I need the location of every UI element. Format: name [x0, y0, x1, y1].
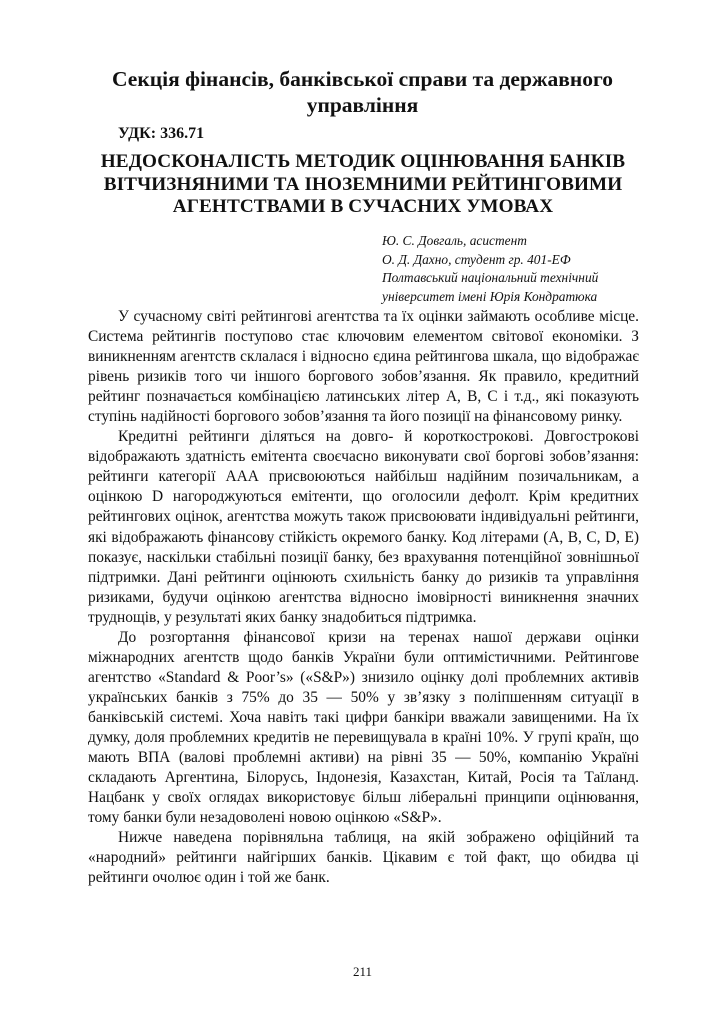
paragraph-3: До розгортання фінансової кризи на теренах нашої держави оцінки міжнародних агентств щодо банків України були оптимістичними. Рейтингове агентство «Standard & Poor’s» («S&P») знизило оцінку долі проблемних активів українських банків з 75% до 35 — 50% у зв’язку з поліпшенням ситуації в банківській системі. Хоча навіть такі цифри банкіри вважали завищеними. На їх думку, доля проблемних кредитів не перевищувала в країні 10%. У групі країн, що мають ВПА (валові проблемні активи) на рівні 35 — 50%, компанію Україні складають Аргентина, Білорусь, Індонезія, Казахстан, Китай, Росія та Таїланд. Нацбанк у своїх оглядах використовує більш ліберальні принципи оцінювання, тому банки були незадоволені новою оцінкою «S&P».	[88, 628, 639, 827]
affiliation-line-1: Полтавський національний технічний	[382, 270, 599, 286]
author-1: Ю. С. Довгаль, асистент	[382, 233, 527, 248]
paragraph-1: У сучасному світі рейтингові агентства та їх оцінки займають особливе місце. Система рейтингів поступово стає ключовим елементом світової економіки. З виникненням агентств склалася і відносно єдина рейтингова шкала, що відображає рівень ризиків того чи іншого боргового зобов’язання. Як правило, кредитний рейтинг позначається комбінацією латинських літер A, B, C і т.д., які показують ступінь надійності боргового зобов’язання та його позиції на фінансовому ринку.	[88, 308, 639, 426]
article-body	[88, 307, 639, 888]
author-block	[382, 232, 642, 306]
article-title: НЕДОСКОНАЛІСТЬ МЕТОДИК ОЦІНЮВАННЯ БАНКІВ ВІТЧИЗНЯНИМИ ТА ІНОЗЕМНИМИ РЕЙТИНГОВИМИ АГЕНТСТВАМИ В СУЧАСНИХ УМОВАХ	[100, 151, 626, 217]
author-2: О. Д. Дахно, студент гр. 401-ЕФ	[382, 251, 571, 267]
section-title: Секція фінансів, банківської справи та державного управління	[112, 67, 613, 117]
affiliation-line-2: університет імені Юрія Кондратюка	[382, 288, 598, 304]
paragraph-4: Нижче наведена порівняльна таблиця, на якій зображено офіційний та «народний» рейтинги найгірших банків. Цікавим є той факт, що обидва ці рейтинги очолює один і той же банк.	[88, 829, 639, 887]
paragraph-2: Кредитні рейтинги діляться на довго- й короткострокові. Довгострокові відображають здатність емітента своєчасно виконувати свої боргові зобов’язання: рейтинги категорії ААА присвоюються найбільш надійним позичальникам, а оцінкою D нагороджуються емітенти, що оголосили дефолт. Крім кредитних рейтингових оцінок, агентства можуть також присвоювати індивідуальні рейтинги, які відображають фінансову стійкість окремого банку. Код літерами (A, B, C, D, E) показує, наскільки стабільні позиції банку, без врахування потенційної зовнішньої підтримки. Дані рейтинги оцінюють схильність банку до ризиків та управління ризиками, будучи оцінкою агентства відносно імовірності виникнення значних труднощів, у результаті яких банку знадобиться підтримка.	[88, 428, 639, 626]
udc-code: УДК: 336.71	[118, 125, 205, 142]
page-number: 211	[352, 964, 373, 979]
